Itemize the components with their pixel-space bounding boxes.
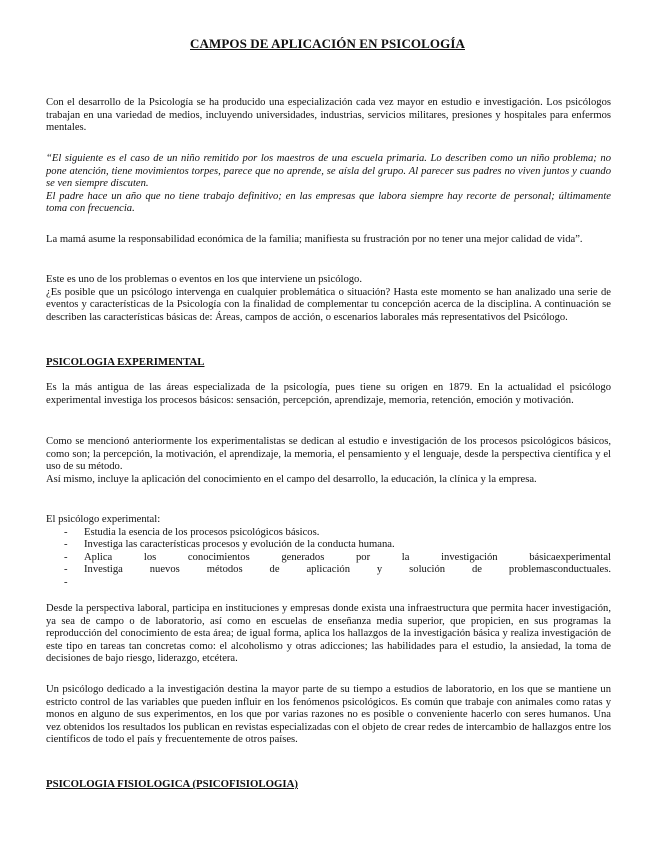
experimental-text-1: Es la más antigua de las áreas especializada de la psicología, pues tiene su origen en 1879. En la actualidad el psicólogo experimental investiga los procesos básicos: sensación, percepción, aprendizaje, memoria, retención, emoción y motivación. bbox=[46, 382, 611, 406]
section-heading-physiological: PSICOLOGIA FISIOLOGICA (PSICOFISIOLOGIA) bbox=[46, 778, 298, 790]
experimental-text-3: Así mismo, incluye la aplicación del conocimiento en el campo del desarrollo, la educación, la clínica y la empresa. bbox=[46, 473, 537, 485]
list-item: - Investiga nuevos métodos de aplicación y solución de problemasconductuales. bbox=[64, 564, 611, 577]
list-item bbox=[64, 577, 611, 590]
intro-paragraph bbox=[46, 97, 611, 135]
case-closing-paragraph bbox=[46, 234, 611, 247]
problems-text-2: ¿Es posible que un psicólogo intervenga en cualquier problemática o situación? Hasta este momento se han analizado una serie de eventos y características de la Psicología con la finalidad de complementar tu concepción acerca de la disciplina. A continuación se describen las características básicas de: Áreas, campos de acción, o escenarios laborales más representativos del Psicólogo. bbox=[46, 286, 611, 323]
experimental-text-2: Como se mencionó anteriormente los experimentalistas se dedican al estudio e investigación de los procesos psicológicos básicos, como son; la percepción, la motivación, el aprendizaje, la memoria, el pensamiento y el lenguaje, desde la perspectiva científica y el uso de su método. bbox=[46, 436, 611, 473]
list-item: - Aplica los conocimientos generados por la investigación básicaexperimental bbox=[64, 552, 611, 565]
experimental-paragraph-2 bbox=[46, 436, 611, 486]
case-text-2: El padre hace un año que no tiene trabajo definitivo; en las empresas que labora siempre hay recorte de personal; últimamente toma con frecuencia. bbox=[46, 190, 611, 215]
intro-text: Con el desarrollo de la Psicología se ha producido una especialización cada vez mayor en estudio e investigación. Los psicólogos trabajan en una variedad de medios, incluyendo universidades, industrias, servicios militares, presiones y hospitales para enfermos mentales. bbox=[46, 97, 611, 134]
page-title: CAMPOS DE APLICACIÓN EN PSICOLOGÍA bbox=[190, 36, 465, 51]
case-paragraph bbox=[46, 153, 611, 216]
case-text-3: La mamá asume la responsabilidad económica de la familia; manifiesta su frustración por no tener una mejor calidad de vida”. bbox=[46, 234, 583, 245]
experimental-text-4: Desde la perspectiva laboral, participa en instituciones y empresas donde exista una infraestructura que permita hacer investigación, ya sea de campo o de laboratorio, así como en escuelas de enseñanza media superior, que propicien, en sus programas la reproducción del conocimiento de esta área; de igual forma, aplica los hallazgos de la investigación básica y realiza investigación de este tipo en tareas tan concretas como: el alcoholismo y otras adicciones; las habilidades para el estudio, la ansiedad, la toma de decisiones de bajo riesgo, liderazgo, etcétera. bbox=[46, 603, 611, 665]
section-heading-experimental: PSICOLOGIA EXPERIMENTAL bbox=[46, 356, 205, 368]
experimental-list-block bbox=[46, 514, 611, 590]
problems-text-1: Este es uno de los problemas o eventos en los que interviene un psicólogo. bbox=[46, 274, 362, 285]
experimental-paragraph-5 bbox=[46, 684, 611, 747]
list-item: - Estudia la esencia de los procesos psicológicos básicos. bbox=[64, 527, 611, 540]
case-text-1: “El siguiente es el caso de un niño remitido por los maestros de una escuela primaria. Lo describen como un niño problema; no pone atención, tiene movimientos torpes, parece que no aprende, se aísla del grupo. Al parecer sus padres no viven juntos y cuando se ven siempre discuten. bbox=[46, 153, 611, 190]
experimental-paragraph-4 bbox=[46, 603, 611, 666]
experimental-list bbox=[64, 527, 611, 590]
experimental-paragraph-1 bbox=[46, 382, 611, 407]
list-item: - Investiga las características procesos y evolución de la conducta humana. bbox=[64, 539, 611, 552]
experimental-text-5: Un psicólogo dedicado a la investigación destina la mayor parte de su tiempo a estudios de laboratorio, en los que se mantiene un estricto control de las variables que pueden influir en los fenómenos psicológicos. Es común que trabaje con animales como ratas y monos en alguno de sus experimentos, en los que por varias razones no es posible o conveniente hacerlo con seres humanos. Una vez obtenidos los resultados los publican en revistas especializadas con el objeto de crear redes de intercambio de hallazgos entre los científicos de todo el país y frecuentemente de otros países. bbox=[46, 684, 611, 746]
problems-paragraph bbox=[46, 274, 611, 324]
experimental-list-intro: El psicólogo experimental: bbox=[46, 514, 161, 525]
